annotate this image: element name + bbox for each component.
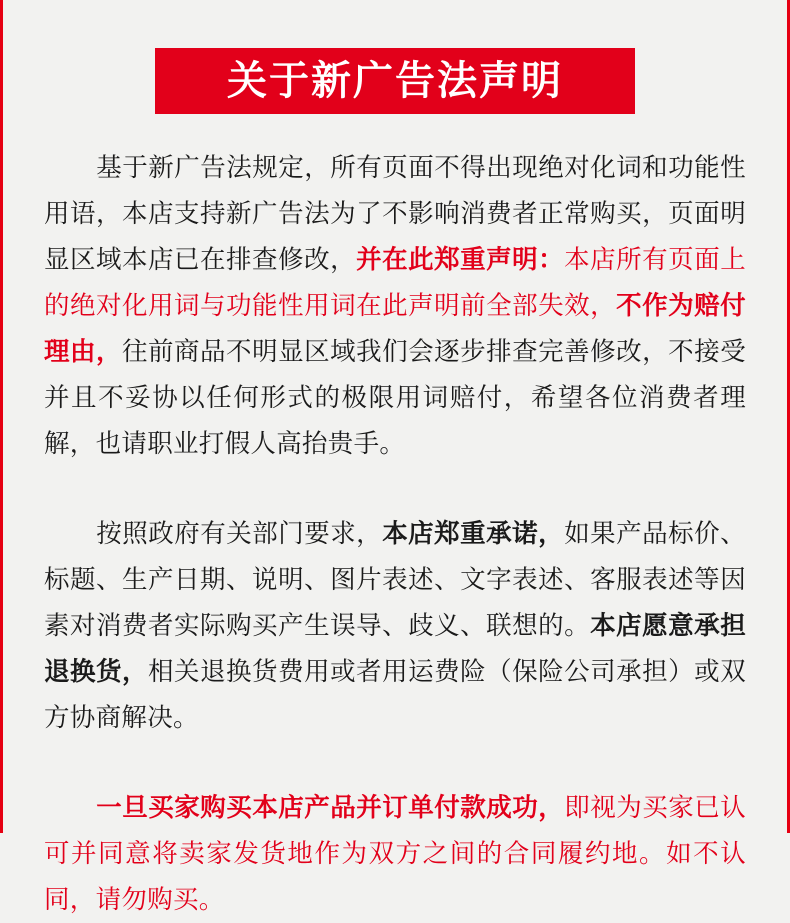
paragraph-1 bbox=[44, 145, 746, 467]
paragraph-1-segment-5: 往前商品不明显区域我们会逐步排查完善修改，不接受并且不妥协以任何形式的极限用词赔付，希望各位消费者理解，也请职业打假人高抬贵手。 bbox=[44, 338, 747, 458]
paragraph-2-segment-1: 按照政府有关部门要求， bbox=[96, 520, 383, 548]
paragraph-3 bbox=[44, 785, 746, 923]
paragraph-1-segment-4: 不作为赔付理由， bbox=[44, 292, 746, 366]
paragraph-1-segment-2: 并在此郑重声明： bbox=[356, 246, 565, 274]
paragraph-2-segment-5: 相关退换货费用或者用运费险（保险公司承担）或双方协商解决。 bbox=[44, 658, 746, 732]
left-edge-rule bbox=[0, 0, 3, 833]
paragraph-2-segment-2: 本店郑重承诺， bbox=[382, 520, 565, 548]
page-title: 关于新广告法声明 bbox=[227, 59, 563, 103]
paragraph-3-segment-1: 一旦买家购买本店产品并订单付款成功， bbox=[96, 794, 565, 822]
paragraph-1-segment-1: 基于新广告法规定，所有页面不得出现绝对化词和功能性用语，本店支持新广告法为了不影响消费者正常购买，页面明显区域本店已在排查修改， bbox=[44, 154, 746, 274]
statement-body bbox=[44, 145, 746, 923]
paragraph-3-segment-2: 即视为买家已认可并同意将卖家发货地作为双方之间的合同履约地。如不认同，请勿购买。 bbox=[44, 794, 746, 914]
title-banner bbox=[155, 48, 635, 114]
paragraph-2-segment-3: 如果产品标价、标题、生产日期、说明、图片表述、文字表述、客服表述等因素对消费者实际购买产生误导、歧义、联想的。 bbox=[44, 520, 746, 640]
paragraph-2-segment-4: 本店愿意承担退换货， bbox=[44, 612, 746, 686]
paragraph-1-segment-3: 本店所有页面上的绝对化用词与功能性用词在此声明前全部失效， bbox=[44, 246, 746, 320]
paragraph-2 bbox=[44, 511, 746, 741]
